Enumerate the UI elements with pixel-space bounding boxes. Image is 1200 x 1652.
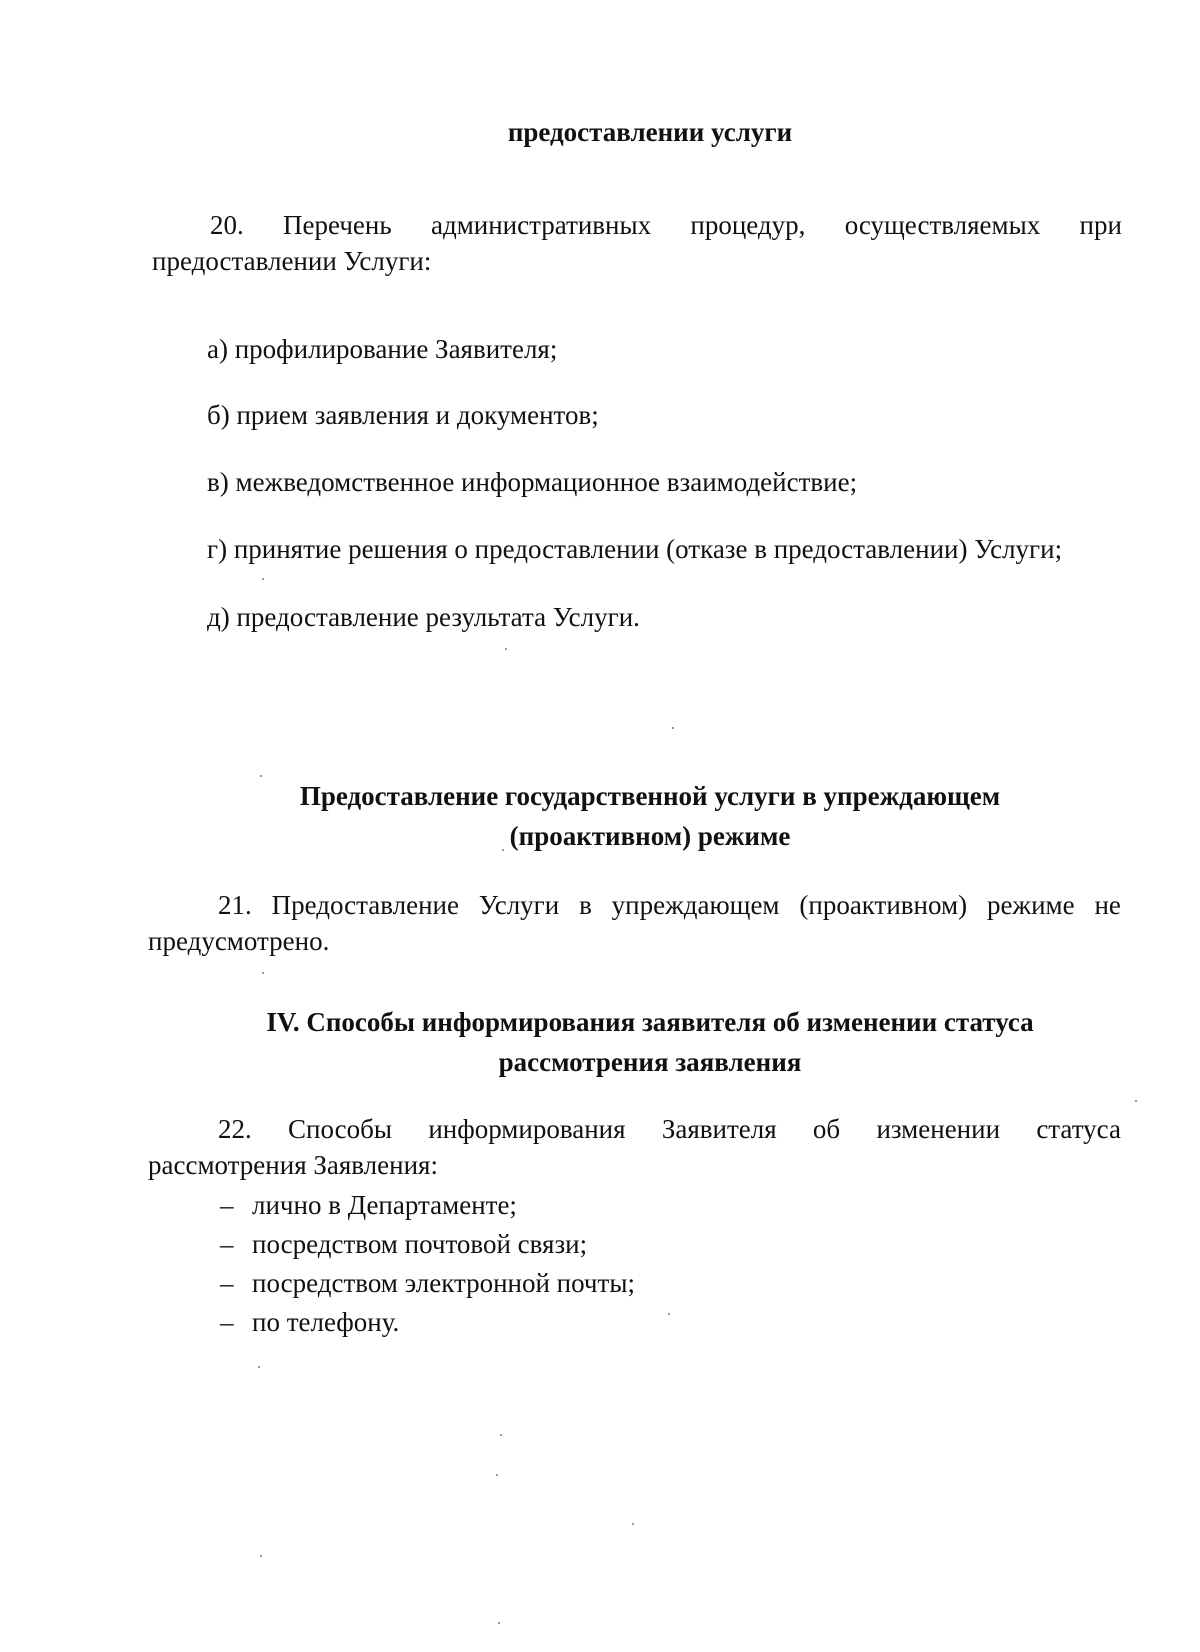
para-20-word: Перечень bbox=[283, 210, 392, 240]
para-22-first-line bbox=[218, 1112, 1121, 1146]
para-22-word: 22. bbox=[218, 1114, 252, 1144]
para-21-word: (проактивном) bbox=[799, 890, 968, 920]
para-21-word: режиме bbox=[986, 890, 1075, 920]
para-22-word: об bbox=[812, 1114, 841, 1144]
para-20-first-line bbox=[210, 208, 1122, 242]
para-21-first-line bbox=[218, 888, 1121, 922]
scan-speck bbox=[262, 578, 264, 580]
para-20-word: осуществляемых bbox=[844, 210, 1041, 240]
para-20-word: при bbox=[1079, 210, 1122, 240]
scan-speck bbox=[632, 1523, 634, 1525]
scan-speck bbox=[496, 1474, 498, 1476]
para-22-word: изменении bbox=[876, 1114, 1001, 1144]
dash-list-text: по телефону. bbox=[252, 1307, 400, 1337]
section-4-heading-line1: IV. Способы информирования заявителя об изменении статуса bbox=[266, 1007, 1034, 1037]
scan-speck bbox=[262, 972, 264, 974]
dash-list-item bbox=[220, 1227, 587, 1261]
scan-speck bbox=[258, 1366, 260, 1368]
dash-list-item bbox=[220, 1188, 517, 1222]
scan-speck bbox=[498, 1622, 500, 1624]
scan-speck bbox=[1135, 1100, 1137, 1102]
para-21-word: не bbox=[1094, 890, 1121, 920]
para-22-word: Заявителя bbox=[661, 1114, 777, 1144]
dash-bullet: – bbox=[220, 1190, 234, 1220]
dash-list-item bbox=[220, 1305, 399, 1339]
para-22-word: Способы bbox=[288, 1114, 393, 1144]
list-item-v: в) межведомственное информационное взаимодействие; bbox=[207, 467, 858, 497]
para-22-word: информирования bbox=[428, 1114, 626, 1144]
dash-list-text: посредством почтовой связи; bbox=[252, 1229, 588, 1259]
scan-speck bbox=[672, 727, 674, 729]
para-20-word: процедур, bbox=[690, 210, 806, 240]
scan-speck bbox=[260, 1555, 262, 1557]
para-21-word: упреждающем bbox=[611, 890, 780, 920]
para-21-continuation: предусмотрено. bbox=[148, 926, 330, 956]
dash-list-item bbox=[220, 1266, 635, 1300]
scan-speck bbox=[502, 849, 504, 851]
list-item-b: б) прием заявления и документов; bbox=[207, 400, 599, 430]
para-21-word: Предоставление bbox=[271, 890, 459, 920]
dash-list-text: посредством электронной почты; bbox=[252, 1268, 635, 1298]
list-item-d: д) предоставление результата Услуги. bbox=[207, 602, 640, 632]
list-item-a: а) профилирование Заявителя; bbox=[207, 334, 558, 364]
para-22-word: статуса bbox=[1036, 1114, 1121, 1144]
scan-speck bbox=[260, 775, 262, 777]
proactive-heading-line1: Предоставление государственной услуги в упреждающем bbox=[299, 781, 1001, 811]
proactive-heading-line2: (проактивном) режиме bbox=[509, 821, 791, 851]
scan-speck bbox=[500, 1434, 502, 1436]
para-21-word: в bbox=[579, 890, 592, 920]
para-20-word: 20. bbox=[210, 210, 244, 240]
dash-bullet: – bbox=[220, 1268, 234, 1298]
para-20-word: административных bbox=[430, 210, 652, 240]
para-20-continuation: предоставлении Услуги: bbox=[152, 246, 432, 276]
scan-speck bbox=[668, 1313, 670, 1315]
dash-bullet: – bbox=[220, 1229, 234, 1259]
top-heading: предоставлении услуги bbox=[507, 117, 793, 147]
para-21-word: Услуги bbox=[478, 890, 560, 920]
section-4-heading-line2: рассмотрения заявления bbox=[498, 1047, 802, 1077]
dash-list-text: лично в Департаменте; bbox=[252, 1190, 517, 1220]
para-21-word: 21. bbox=[218, 890, 252, 920]
scan-speck bbox=[505, 648, 507, 650]
list-item-g: г) принятие решения о предоставлении (отказе в предоставлении) Услуги; bbox=[207, 534, 1063, 564]
dash-bullet: – bbox=[220, 1307, 234, 1337]
para-22-continuation: рассмотрения Заявления: bbox=[148, 1150, 438, 1180]
